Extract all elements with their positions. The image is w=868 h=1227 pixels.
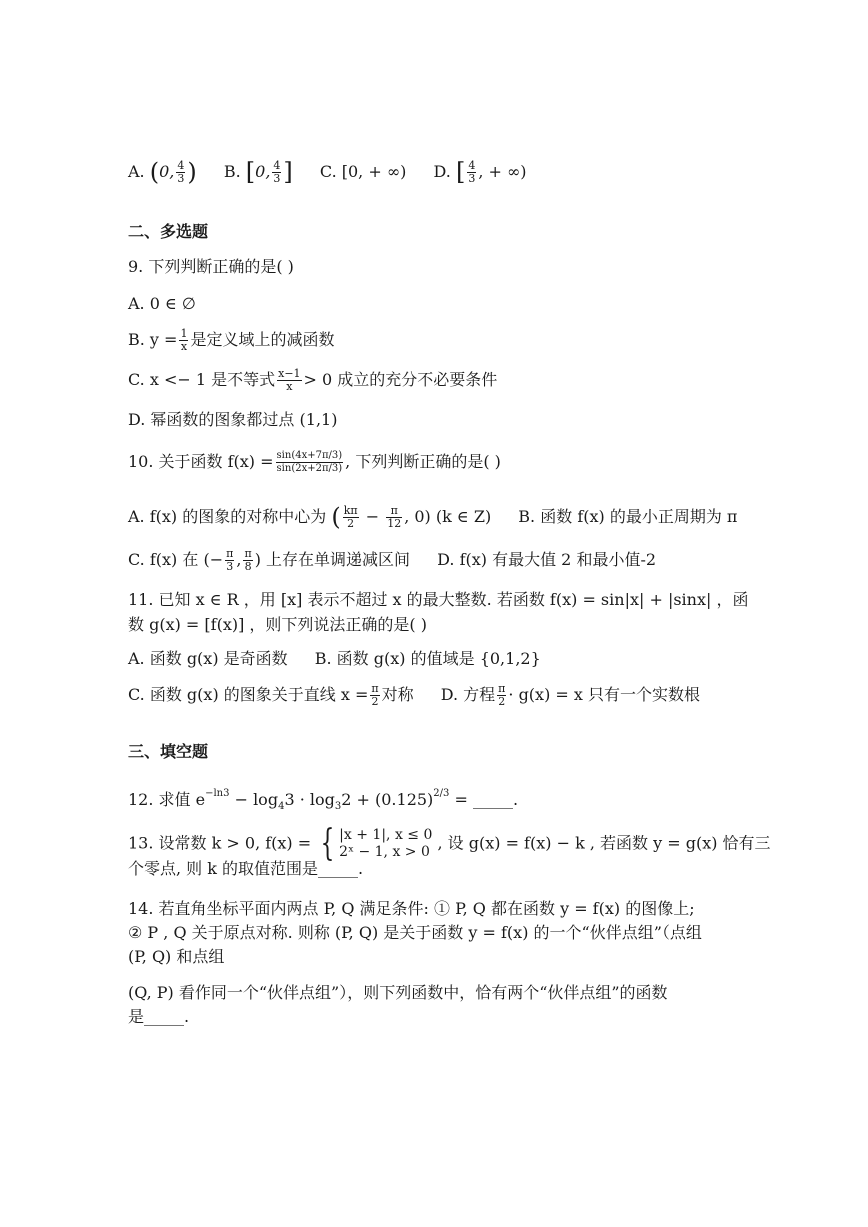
q11-option-c: C. 函数 g(x) 的图象关于直线 x = $\frac{\pi}{2}$ 对称 <box>128 682 414 708</box>
q11-option-a: A. 函数 g(x) 是奇函数 <box>128 649 288 668</box>
section-heading-fill-blank: 三、填空题 <box>128 742 209 761</box>
q13-piecewise: { |x + 1|, x ≤ 0 2ˣ − 1, x > 0 <box>320 823 433 864</box>
q11-option-d: D. 方程 $\frac{\pi}{2}$ · g(x) = x 只有一个实数根 <box>440 682 701 708</box>
q12: 12. 求值 $e^{-ln3} - \log_43 \cdot \log_32 + (0.125)^{2/3}$ = _____. <box>128 788 519 812</box>
q10-options-cd <box>128 548 678 573</box>
q9-stem: 9. 下列判断正确的是( ) <box>128 257 294 276</box>
q11-options-ab <box>128 648 563 670</box>
q10-option-d: D. f(x) 有最大值 2 和最小值-2 <box>437 550 657 569</box>
q10-options-ab <box>128 505 759 530</box>
q10-stem: 10. 关于函数 f(x) = $\frac{\sin(4x+7\pi/3)}{\sin(2x+2\pi/3)}$ , 下列判断正确的是( ) <box>128 450 501 474</box>
q8-option-a: A. (0, $\frac{4}{3}$ ) <box>128 158 197 186</box>
q8-option-c: C. [0, + ∞) <box>319 162 407 181</box>
q9-option-c: C. x <− 1 是不等式 $\frac{x-1}{x}$ > 0 成立的充分不必要条件 <box>128 367 498 393</box>
q10-option-a: A. f(x) 的图象的对称中心为 ( $\frac{k\pi}{2}$ − $\frac{\pi}{12}$ , 0) (k ∈ Z) <box>128 503 492 531</box>
q14-line2: ② P , Q 关于原点对称. 则称 (P, Q) 是关于函数 y = f(x) 的一个“伙伴点组”（点组 <box>128 923 702 942</box>
q8-option-b: B. [0, $\frac{4}{3}$ ] <box>223 158 293 186</box>
q10-option-b: B. 函数 f(x) 的最小正周期为 π <box>518 507 738 526</box>
q11-option-b: B. 函数 g(x) 的值域是 {0,1,2} <box>314 649 541 668</box>
q11-stem-line1: 11. 已知 x ∈ R ，用 [x] 表示不超过 x 的最大整数. 若函数 f(x) = sin|x| + |sinx| ，函 <box>128 590 749 609</box>
section-heading-multi-choice: 二、多选题 <box>128 222 209 241</box>
q13-line1: 13. 设常数 k > 0, f(x) = { |x + 1|, x ≤ 0 2ˣ − 1, x > 0 , 设 g(x) = f(x) − k , 若函数 y = g(x) 恰有三 <box>128 823 771 864</box>
q9-option-b: B. y = $\frac{1}{x}$ 是定义域上的减函数 <box>128 327 335 353</box>
q11-stem-line2: 数 g(x) = [f(x)] ，则下列说法正确的是( ) <box>128 615 427 634</box>
q8-options <box>128 160 549 185</box>
q14-line3: (P, Q) 和点组 <box>128 947 225 966</box>
q11-options-cd <box>128 683 722 708</box>
q14-line5: 是_____. <box>128 1007 190 1026</box>
q13-line2: 个零点, 则 k 的取值范围是_____. <box>128 859 364 878</box>
q14-line1: 14. 若直角坐标平面内两点 P, Q 满足条件: ① P, Q 都在函数 y = f(x) 的图像上; <box>128 899 695 918</box>
q10-option-c: C. f(x) 在 (− $\frac{\pi}{3}$ , $\frac{\pi}{8}$ ) 上存在单调递减区间 <box>128 547 411 573</box>
q8-option-d: D. [ $\frac{4}{3}$ , + ∞) <box>433 158 527 186</box>
q9-option-a: A. 0 ∈ ∅ <box>128 294 196 313</box>
q14-line4: (Q, P) 看作同一个“伙伴点组”），则下列函数中，恰有两个“伙伴点组”的函数 <box>128 983 668 1002</box>
q9-option-d: D. 幂函数的图象都过点 (1,1) <box>128 410 338 429</box>
